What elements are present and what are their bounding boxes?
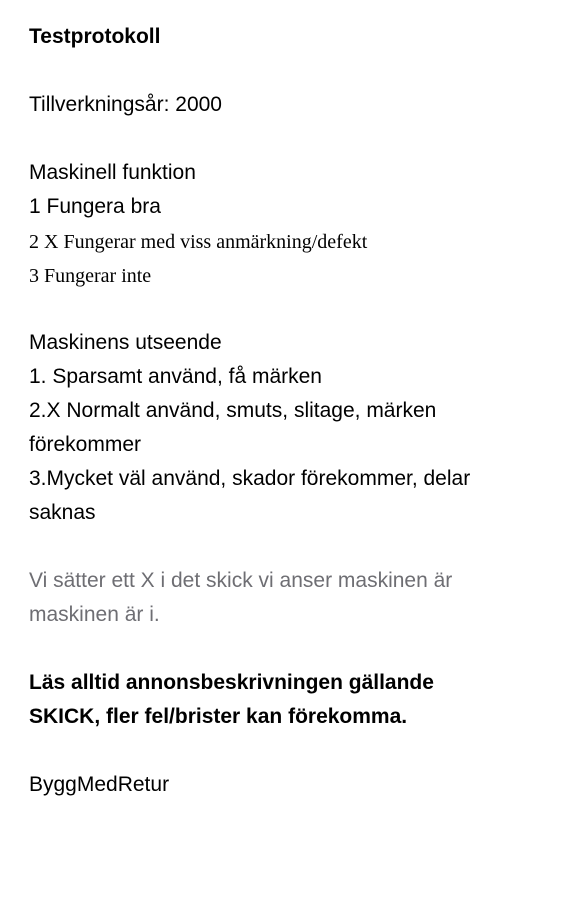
function-heading: Maskinell funktion	[29, 161, 196, 184]
document-title: Testprotokoll	[29, 25, 161, 48]
function-item-2: 2 X Fungerar med viss anmärkning/defekt	[29, 231, 368, 253]
appearance-item-3-line-1: 3.Mycket väl använd, skador förekommer, delar	[29, 467, 471, 490]
signature: ByggMedRetur	[29, 773, 170, 796]
note-line-2: maskinen är i.	[29, 603, 160, 626]
appearance-heading: Maskinens utseende	[29, 331, 222, 354]
appearance-item-2-line-2: förekommer	[29, 433, 142, 456]
note-line-1: Vi sätter ett X i det skick vi anser maskinen är	[29, 569, 453, 592]
function-item-1: 1 Fungera bra	[29, 195, 161, 218]
function-item-3: 3 Fungerar inte	[29, 265, 152, 287]
appearance-item-3-line-2: saknas	[29, 501, 96, 524]
appearance-item-1: 1. Sparsamt använd, få märken	[29, 365, 322, 388]
warning-line-2: SKICK, fler fel/brister kan förekomma.	[29, 705, 408, 728]
warning-line-1: Läs alltid annonsbeskrivningen gällande	[29, 671, 434, 694]
manufacture-year: Tillverkningsår: 2000	[29, 93, 222, 116]
appearance-item-2-line-1: 2.X Normalt använd, smuts, slitage, märken	[29, 399, 437, 422]
